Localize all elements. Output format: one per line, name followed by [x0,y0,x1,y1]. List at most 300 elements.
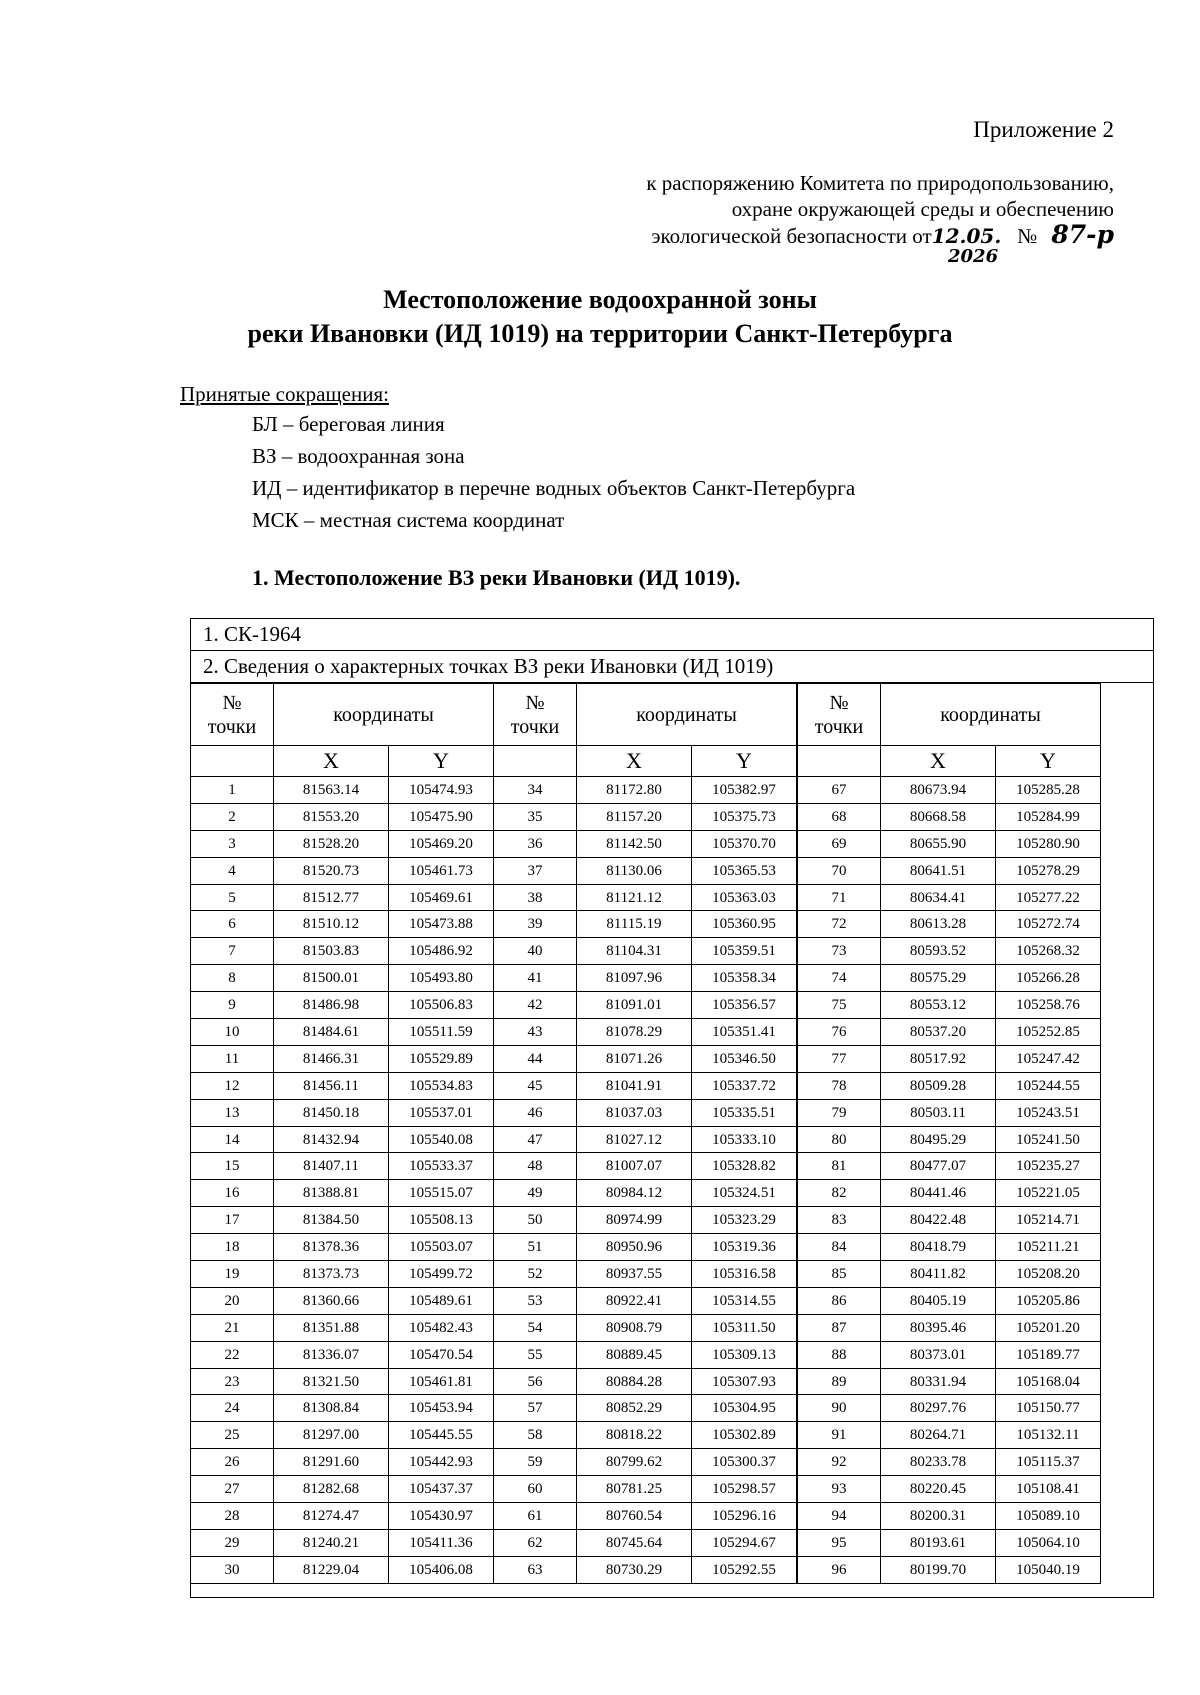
y-coordinate-cell: 105214.71 [996,1207,1101,1234]
table-row [191,884,494,911]
point-number-cell: 34 [494,777,577,804]
point-number-cell: 85 [798,1261,881,1288]
point-number-cell: 87 [798,1314,881,1341]
order-line-1: к распоряжению Комитета по природопользованию, [646,171,1114,195]
y-coordinate-cell: 105370.70 [692,830,797,857]
x-coordinate-cell: 80477.07 [881,1153,996,1180]
coordinates-header: координаты [577,684,797,746]
abbreviation-item: ВЗ – водоохранная зона [252,444,465,468]
table-row [494,777,797,804]
header-row [191,684,494,746]
table-row [798,1422,1101,1449]
point-number-cell: 92 [798,1449,881,1476]
empty-header-cell [798,746,881,777]
y-coordinate-cell: 105461.73 [389,857,494,884]
point-number-cell: 46 [494,1099,577,1126]
y-coordinate-cell: 105493.80 [389,965,494,992]
table-row [494,1341,797,1368]
y-coordinate-cell: 105064.10 [996,1529,1101,1556]
table-row [798,992,1101,1019]
x-coordinate-cell: 80884.28 [577,1368,692,1395]
point-number-cell: 47 [494,1126,577,1153]
y-coordinate-cell: 105486.92 [389,938,494,965]
table-row [191,1180,494,1207]
y-coordinate-cell: 105489.61 [389,1287,494,1314]
point-number-cell: 7 [191,938,274,965]
handwritten-year: 2026 [948,246,999,267]
point-number-cell: 73 [798,938,881,965]
y-coordinate-cell: 105430.97 [389,1503,494,1530]
point-number-cell: 94 [798,1503,881,1530]
table-row [494,1449,797,1476]
table-row [798,1207,1101,1234]
table-row [191,1314,494,1341]
table-row [494,884,797,911]
x-coordinate-cell: 80613.28 [881,911,996,938]
y-coordinate-cell: 105304.95 [692,1395,797,1422]
y-coordinate-cell: 105515.07 [389,1180,494,1207]
table-row [798,1287,1101,1314]
y-coordinate-cell: 105482.43 [389,1314,494,1341]
point-number-cell: 61 [494,1503,577,1530]
y-header: Y [389,746,494,777]
x-coordinate-cell: 80411.82 [881,1261,996,1288]
y-coordinate-cell: 105475.90 [389,803,494,830]
point-number-cell: 50 [494,1207,577,1234]
point-number-cell: 10 [191,1019,274,1046]
point-number-cell: 12 [191,1072,274,1099]
table-row [494,992,797,1019]
table-row [191,911,494,938]
y-coordinate-cell: 105445.55 [389,1422,494,1449]
point-number-cell: 49 [494,1180,577,1207]
point-number-cell: 30 [191,1556,274,1583]
y-coordinate-cell: 105311.50 [692,1314,797,1341]
y-coordinate-cell: 105351.41 [692,1019,797,1046]
table-row [191,857,494,884]
y-coordinate-cell: 105235.27 [996,1153,1101,1180]
table-row [191,830,494,857]
y-header: Y [692,746,797,777]
point-number-cell: 44 [494,1045,577,1072]
x-header: X [881,746,996,777]
table-row [191,1045,494,1072]
y-coordinate-cell: 105221.05 [996,1180,1101,1207]
y-coordinate-cell: 105333.10 [692,1126,797,1153]
point-number-cell: 40 [494,938,577,965]
x-coordinate-cell: 81321.50 [274,1368,389,1395]
y-coordinate-cell: 105508.13 [389,1207,494,1234]
table-row [798,1449,1101,1476]
point-number-cell: 19 [191,1261,274,1288]
x-coordinate-cell: 81121.12 [577,884,692,911]
point-number-cell: 59 [494,1449,577,1476]
y-coordinate-cell: 105453.94 [389,1395,494,1422]
y-coordinate-cell: 105328.82 [692,1153,797,1180]
point-number-cell: 90 [798,1395,881,1422]
point-number-cell: 57 [494,1395,577,1422]
y-coordinate-cell: 105461.81 [389,1368,494,1395]
y-coordinate-cell: 105298.57 [692,1476,797,1503]
x-coordinate-cell: 81432.94 [274,1126,389,1153]
table-row [798,1072,1101,1099]
y-coordinate-cell: 105537.01 [389,1099,494,1126]
point-number-cell: 8 [191,965,274,992]
table-row [798,857,1101,884]
point-number-header-symbol: № [829,691,849,714]
y-coordinate-cell: 105244.55 [996,1072,1101,1099]
abbreviation-item: МСК – местная система координат [252,508,565,532]
x-coordinate-cell: 80193.61 [881,1529,996,1556]
x-coordinate-cell: 80331.94 [881,1368,996,1395]
point-number-cell: 43 [494,1019,577,1046]
y-coordinate-cell: 105346.50 [692,1045,797,1072]
y-coordinate-cell: 105356.57 [692,992,797,1019]
x-coordinate-cell: 81466.31 [274,1045,389,1072]
x-coordinate-cell: 80418.79 [881,1234,996,1261]
x-coordinate-cell: 80297.76 [881,1395,996,1422]
point-number-cell: 15 [191,1153,274,1180]
x-coordinate-cell: 81484.61 [274,1019,389,1046]
x-coordinate-cell: 80889.45 [577,1341,692,1368]
order-line-2: охране окружающей среды и обеспечению [731,197,1114,221]
point-number-cell: 78 [798,1072,881,1099]
coordinates-header: координаты [274,684,494,746]
y-coordinate-cell: 105506.83 [389,992,494,1019]
table-row [494,803,797,830]
coordinate-block-2 [493,683,797,1584]
abbreviations-heading: Принятые сокращения: [180,382,389,406]
point-number-cell: 74 [798,965,881,992]
x-coordinate-cell: 81041.91 [577,1072,692,1099]
x-coordinate-cell: 81486.98 [274,992,389,1019]
table-row [798,1341,1101,1368]
point-number-cell: 53 [494,1287,577,1314]
table-row [191,1529,494,1556]
x-coordinate-cell: 80818.22 [577,1422,692,1449]
y-coordinate-cell: 105358.34 [692,965,797,992]
point-number-cell: 75 [798,992,881,1019]
point-number-cell: 20 [191,1287,274,1314]
point-number-cell: 88 [798,1341,881,1368]
x-coordinate-cell: 80537.20 [881,1019,996,1046]
y-coordinate-cell: 105201.20 [996,1314,1101,1341]
y-coordinate-cell: 105205.86 [996,1287,1101,1314]
y-coordinate-cell: 105268.32 [996,938,1101,965]
point-number-cell: 27 [191,1476,274,1503]
y-coordinate-cell: 105470.54 [389,1341,494,1368]
point-number-cell: 58 [494,1422,577,1449]
point-number-cell: 86 [798,1287,881,1314]
table-row [494,1422,797,1449]
table-row [191,1153,494,1180]
point-number-cell: 11 [191,1045,274,1072]
y-coordinate-cell: 105150.77 [996,1395,1101,1422]
y-coordinate-cell: 105442.93 [389,1449,494,1476]
point-number-header-word: точки [207,715,257,738]
x-coordinate-cell: 80199.70 [881,1556,996,1583]
x-coordinate-cell: 81078.29 [577,1019,692,1046]
point-number-cell: 77 [798,1045,881,1072]
number-label: № [1017,224,1038,248]
point-number-header-symbol: № [525,691,545,714]
section-title: 1. Местоположение ВЗ реки Ивановки (ИД 1019). [252,565,741,590]
y-coordinate-cell: 105252.85 [996,1019,1101,1046]
axis-header-row [494,746,797,777]
point-number-cell: 13 [191,1099,274,1126]
x-coordinate-cell: 81007.07 [577,1153,692,1180]
x-coordinate-cell: 80673.94 [881,777,996,804]
x-coordinate-cell: 80668.58 [881,803,996,830]
point-number-cell: 71 [798,884,881,911]
order-reference [646,170,1114,249]
y-coordinate-cell: 105108.41 [996,1476,1101,1503]
x-coordinate-cell: 80517.92 [881,1045,996,1072]
x-coordinate-cell: 81104.31 [577,938,692,965]
axis-header-row [191,746,494,777]
point-number-cell: 60 [494,1476,577,1503]
point-number-cell: 93 [798,1476,881,1503]
coordinates-header: координаты [881,684,1101,746]
table-row [494,1153,797,1180]
y-coordinate-cell: 105247.42 [996,1045,1101,1072]
y-coordinate-cell: 105337.72 [692,1072,797,1099]
x-header: X [274,746,389,777]
document-title [0,283,1200,351]
x-coordinate-cell: 81157.20 [577,803,692,830]
handwritten-number: 87-р [1051,220,1114,249]
x-coordinate-cell: 80781.25 [577,1476,692,1503]
point-number-cell: 48 [494,1153,577,1180]
point-number-cell: 41 [494,965,577,992]
y-coordinate-cell: 105284.99 [996,803,1101,830]
table-row [191,1099,494,1126]
point-number-cell: 1 [191,777,274,804]
x-coordinate-cell: 81172.80 [577,777,692,804]
y-coordinate-cell: 105292.55 [692,1556,797,1583]
x-coordinate-cell: 80405.19 [881,1287,996,1314]
table-row [191,1449,494,1476]
point-number-cell: 36 [494,830,577,857]
table-row [494,1072,797,1099]
point-number-cell: 63 [494,1556,577,1583]
table-row [494,830,797,857]
x-coordinate-cell: 80373.01 [881,1341,996,1368]
order-line-3 [646,222,1114,249]
table-row [494,911,797,938]
point-number-cell: 62 [494,1529,577,1556]
x-coordinate-cell: 81130.06 [577,857,692,884]
table-row [798,830,1101,857]
x-coordinate-cell: 80575.29 [881,965,996,992]
table-row [798,911,1101,938]
x-coordinate-cell: 80200.31 [881,1503,996,1530]
coordinate-block-1 [190,683,494,1584]
y-coordinate-cell: 105363.03 [692,884,797,911]
table-row [798,1476,1101,1503]
table-row [191,965,494,992]
y-coordinate-cell: 105359.51 [692,938,797,965]
point-number-cell: 42 [494,992,577,1019]
table-row [798,1045,1101,1072]
x-coordinate-cell: 81520.73 [274,857,389,884]
y-coordinate-cell: 105437.37 [389,1476,494,1503]
x-coordinate-cell: 81388.81 [274,1180,389,1207]
x-coordinate-cell: 81378.36 [274,1234,389,1261]
x-coordinate-cell: 81037.03 [577,1099,692,1126]
table-row [494,1503,797,1530]
x-coordinate-cell: 81091.01 [577,992,692,1019]
table-row [798,1556,1101,1583]
table-row [494,1045,797,1072]
y-coordinate-cell: 105309.13 [692,1341,797,1368]
x-coordinate-cell: 81456.11 [274,1072,389,1099]
point-number-cell: 4 [191,857,274,884]
point-number-cell: 82 [798,1180,881,1207]
table-row [798,1126,1101,1153]
x-coordinate-cell: 81563.14 [274,777,389,804]
table-row [798,1261,1101,1288]
x-coordinate-cell: 81308.84 [274,1395,389,1422]
y-coordinate-cell: 105469.20 [389,830,494,857]
table-row [798,1153,1101,1180]
point-number-header-word: точки [510,715,560,738]
abbreviation-item: БЛ – береговая линия [252,412,445,436]
y-coordinate-cell: 105241.50 [996,1126,1101,1153]
y-coordinate-cell: 105307.93 [692,1368,797,1395]
y-coordinate-cell: 105360.95 [692,911,797,938]
x-coordinate-cell: 81373.73 [274,1261,389,1288]
point-number-header [798,684,881,746]
point-number-cell: 76 [798,1019,881,1046]
table-row [494,1314,797,1341]
table-row [798,803,1101,830]
abbreviations-list [252,408,855,536]
table-row [798,1099,1101,1126]
point-number-cell: 67 [798,777,881,804]
point-number-cell: 95 [798,1529,881,1556]
table-row [191,1019,494,1046]
point-number-cell: 29 [191,1529,274,1556]
x-coordinate-cell: 80593.52 [881,938,996,965]
x-coordinate-cell: 80422.48 [881,1207,996,1234]
y-coordinate-cell: 105168.04 [996,1368,1101,1395]
table-row [494,1207,797,1234]
coordinate-system-row: 1. СК-1964 [191,619,1153,651]
point-number-cell: 18 [191,1234,274,1261]
x-coordinate-cell: 80760.54 [577,1503,692,1530]
coordinates-table [190,618,1154,1598]
table-row [191,992,494,1019]
y-coordinate-cell: 105258.76 [996,992,1101,1019]
x-coordinate-cell: 81384.50 [274,1207,389,1234]
x-coordinate-cell: 81351.88 [274,1314,389,1341]
y-coordinate-cell: 105278.29 [996,857,1101,884]
table-info-row: 2. Сведения о характерных точках ВЗ реки Ивановки (ИД 1019) [191,651,1153,683]
point-number-cell: 52 [494,1261,577,1288]
x-coordinate-cell: 80509.28 [881,1072,996,1099]
table-row [191,777,494,804]
table-row [494,938,797,965]
point-number-cell: 14 [191,1126,274,1153]
y-coordinate-cell: 105324.51 [692,1180,797,1207]
point-number-cell: 54 [494,1314,577,1341]
point-number-cell: 6 [191,911,274,938]
table-row [191,1395,494,1422]
x-coordinate-cell: 80495.29 [881,1126,996,1153]
table-row [191,1368,494,1395]
table-row [191,1126,494,1153]
table-row [798,1395,1101,1422]
y-coordinate-cell: 105533.37 [389,1153,494,1180]
x-coordinate-cell: 81510.12 [274,911,389,938]
x-coordinate-cell: 81360.66 [274,1287,389,1314]
x-coordinate-cell: 80264.71 [881,1422,996,1449]
point-number-cell: 81 [798,1153,881,1180]
x-coordinate-cell: 80799.62 [577,1449,692,1476]
table-row [494,1261,797,1288]
table-row [494,1234,797,1261]
y-coordinate-cell: 105474.93 [389,777,494,804]
y-coordinate-cell: 105511.59 [389,1019,494,1046]
point-number-header-word: точки [814,715,864,738]
handwritten-date: 12.05. [931,224,1002,248]
y-coordinate-cell: 105189.77 [996,1341,1101,1368]
table-row [191,938,494,965]
x-coordinate-cell: 81027.12 [577,1126,692,1153]
table-row [494,1126,797,1153]
x-coordinate-cell: 81282.68 [274,1476,389,1503]
point-number-cell: 84 [798,1234,881,1261]
table-row [494,1476,797,1503]
x-coordinate-cell: 81291.60 [274,1449,389,1476]
point-number-cell: 2 [191,803,274,830]
y-coordinate-cell: 105115.37 [996,1449,1101,1476]
point-number-cell: 51 [494,1234,577,1261]
x-coordinate-cell: 81274.47 [274,1503,389,1530]
point-number-header [191,684,274,746]
point-number-cell: 45 [494,1072,577,1099]
table-row [191,1503,494,1530]
x-coordinate-cell: 81500.01 [274,965,389,992]
point-number-cell: 9 [191,992,274,1019]
x-coordinate-cell: 81512.77 [274,884,389,911]
y-coordinate-cell: 105529.89 [389,1045,494,1072]
y-coordinate-cell: 105208.20 [996,1261,1101,1288]
order-line-3-prefix: экологической безопасности от [651,224,932,248]
point-number-cell: 35 [494,803,577,830]
point-number-cell: 24 [191,1395,274,1422]
x-header: X [577,746,692,777]
y-coordinate-cell: 105132.11 [996,1422,1101,1449]
point-number-cell: 3 [191,830,274,857]
point-number-cell: 23 [191,1368,274,1395]
y-coordinate-cell: 105406.08 [389,1556,494,1583]
x-coordinate-cell: 80441.46 [881,1180,996,1207]
point-number-cell: 70 [798,857,881,884]
y-coordinate-cell: 105266.28 [996,965,1101,992]
point-number-cell: 89 [798,1368,881,1395]
table-row [494,1529,797,1556]
y-coordinate-cell: 105243.51 [996,1099,1101,1126]
point-number-cell: 25 [191,1422,274,1449]
y-coordinate-cell: 105089.10 [996,1503,1101,1530]
y-coordinate-cell: 105382.97 [692,777,797,804]
x-coordinate-cell: 80730.29 [577,1556,692,1583]
point-number-cell: 17 [191,1207,274,1234]
y-coordinate-cell: 105296.16 [692,1503,797,1530]
point-number-cell: 68 [798,803,881,830]
